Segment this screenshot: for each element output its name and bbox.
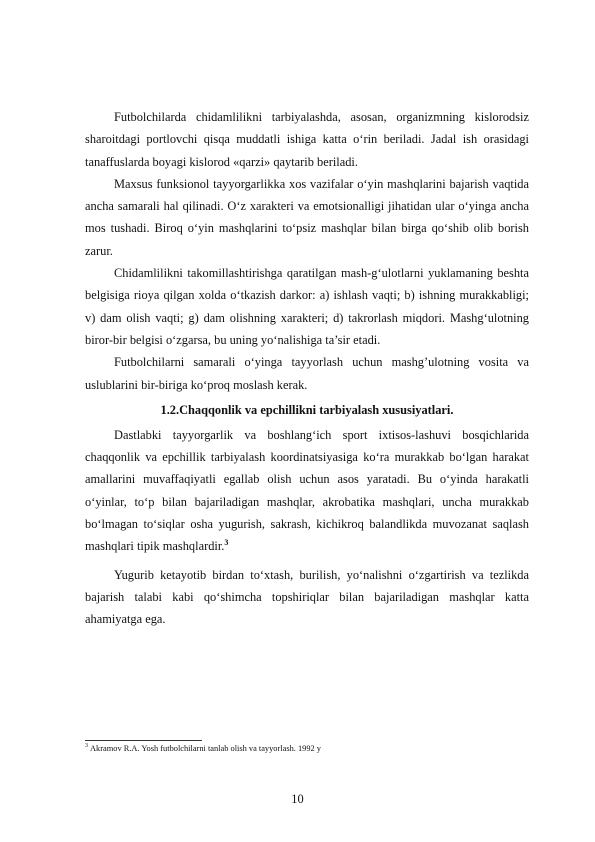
paragraph-special-functional-training: Maxsus funksionol tayyorgarlikka xos vazifalar o‘yin mashqlarini bajarish vaqtida ancha samarali hal qilinadi. O‘z xarakteri va emotsionalligi jihatidan ular o‘yinga ancha mos tushadi. Biroq o‘yin mashqlarini to‘psiz mashqlar bilan birga qo‘shib olib borish zarur. xyxy=(85,176,529,258)
paragraph-methods-matching: Futbolchilarni samarali o‘yinga tayyorlash uchun mashg’ulotning vosita va uslublarini bir-biriga ko‘proq moslash kerak. xyxy=(85,355,529,392)
footnote-divider xyxy=(85,740,202,741)
paragraph-agility-basics-text: Dastlabki tayyorgarlik va boshlang‘ich sport ixtisos-lashuvi bosqichlarida chaqqonlik va epchillik tarbiyalash koordinatsiyasiga ko‘ra murakkab bo‘lgan harakat amallarini muvaffaqiyatli egallab olish uchun asos yaratadi. Bu o‘yinda harakatli o‘yinlar, to‘p bilan bajariladigan mashqlar, akrobatika mashqlari, uncha murakkab bo‘lmagan to‘siqlar osha yugurish, sakrash, kichikroq balandlikda muvozanat saqlash mashqlari tipik mashqlardir. xyxy=(85,427,529,554)
footnote-reference[interactable]: 3 xyxy=(224,538,229,548)
paragraph-anaerobic-endurance: Futbolchilarda chidamlilikni tarbiyalashda, asosan, organizmning kislorodsiz sharoitdagi portlovchi qisqa muddatli ishiga katta o‘rin beriladi. Jadal ish orasidagi tanaffuslarda boyagi kislorod «qarzi» qaytarib beriladi. xyxy=(85,110,529,169)
footnote-text: Akramov R.A. Yosh futbolchilarni tanlab olish va tayyorlash. 1992 y xyxy=(90,744,321,753)
paragraph-load-characteristics: Chidamlilikni takomillashtirishga qaratilgan mash-g‘ulotlarni yuklamaning beshta belgisiga rioya qilgan xolda o‘tkazish darkor: a) ishlash vaqti; b) ishning murakkabligi; v) dam olish vaqti; g) dam olishning xarakteri; d) takrorlash miqdori. Mashg‘ulotning biror-bir belgisi o‘zgarsa, bu uning yo‘nalishiga ta’sir etadi. xyxy=(85,266,529,347)
body-text xyxy=(85,106,529,631)
paragraph-additional-tasks: Yugurib ketayotib birdan to‘xtash, burilish, yo‘nalishni o‘zgartirish va tezlikda bajarish talabi kabi qo‘shimcha topshiriqlar bilan bajariladigan mashqlar katta ahamiyatga ega. xyxy=(85,567,529,627)
footnote xyxy=(85,743,529,755)
page-number: 10 xyxy=(291,792,304,806)
section-heading: 1.2.Chaqqonlik va epchillikni tarbiyalash xususiyatlari. xyxy=(160,402,454,417)
footnote-number: 3 xyxy=(85,743,88,750)
paragraph-agility-basics xyxy=(85,424,529,558)
